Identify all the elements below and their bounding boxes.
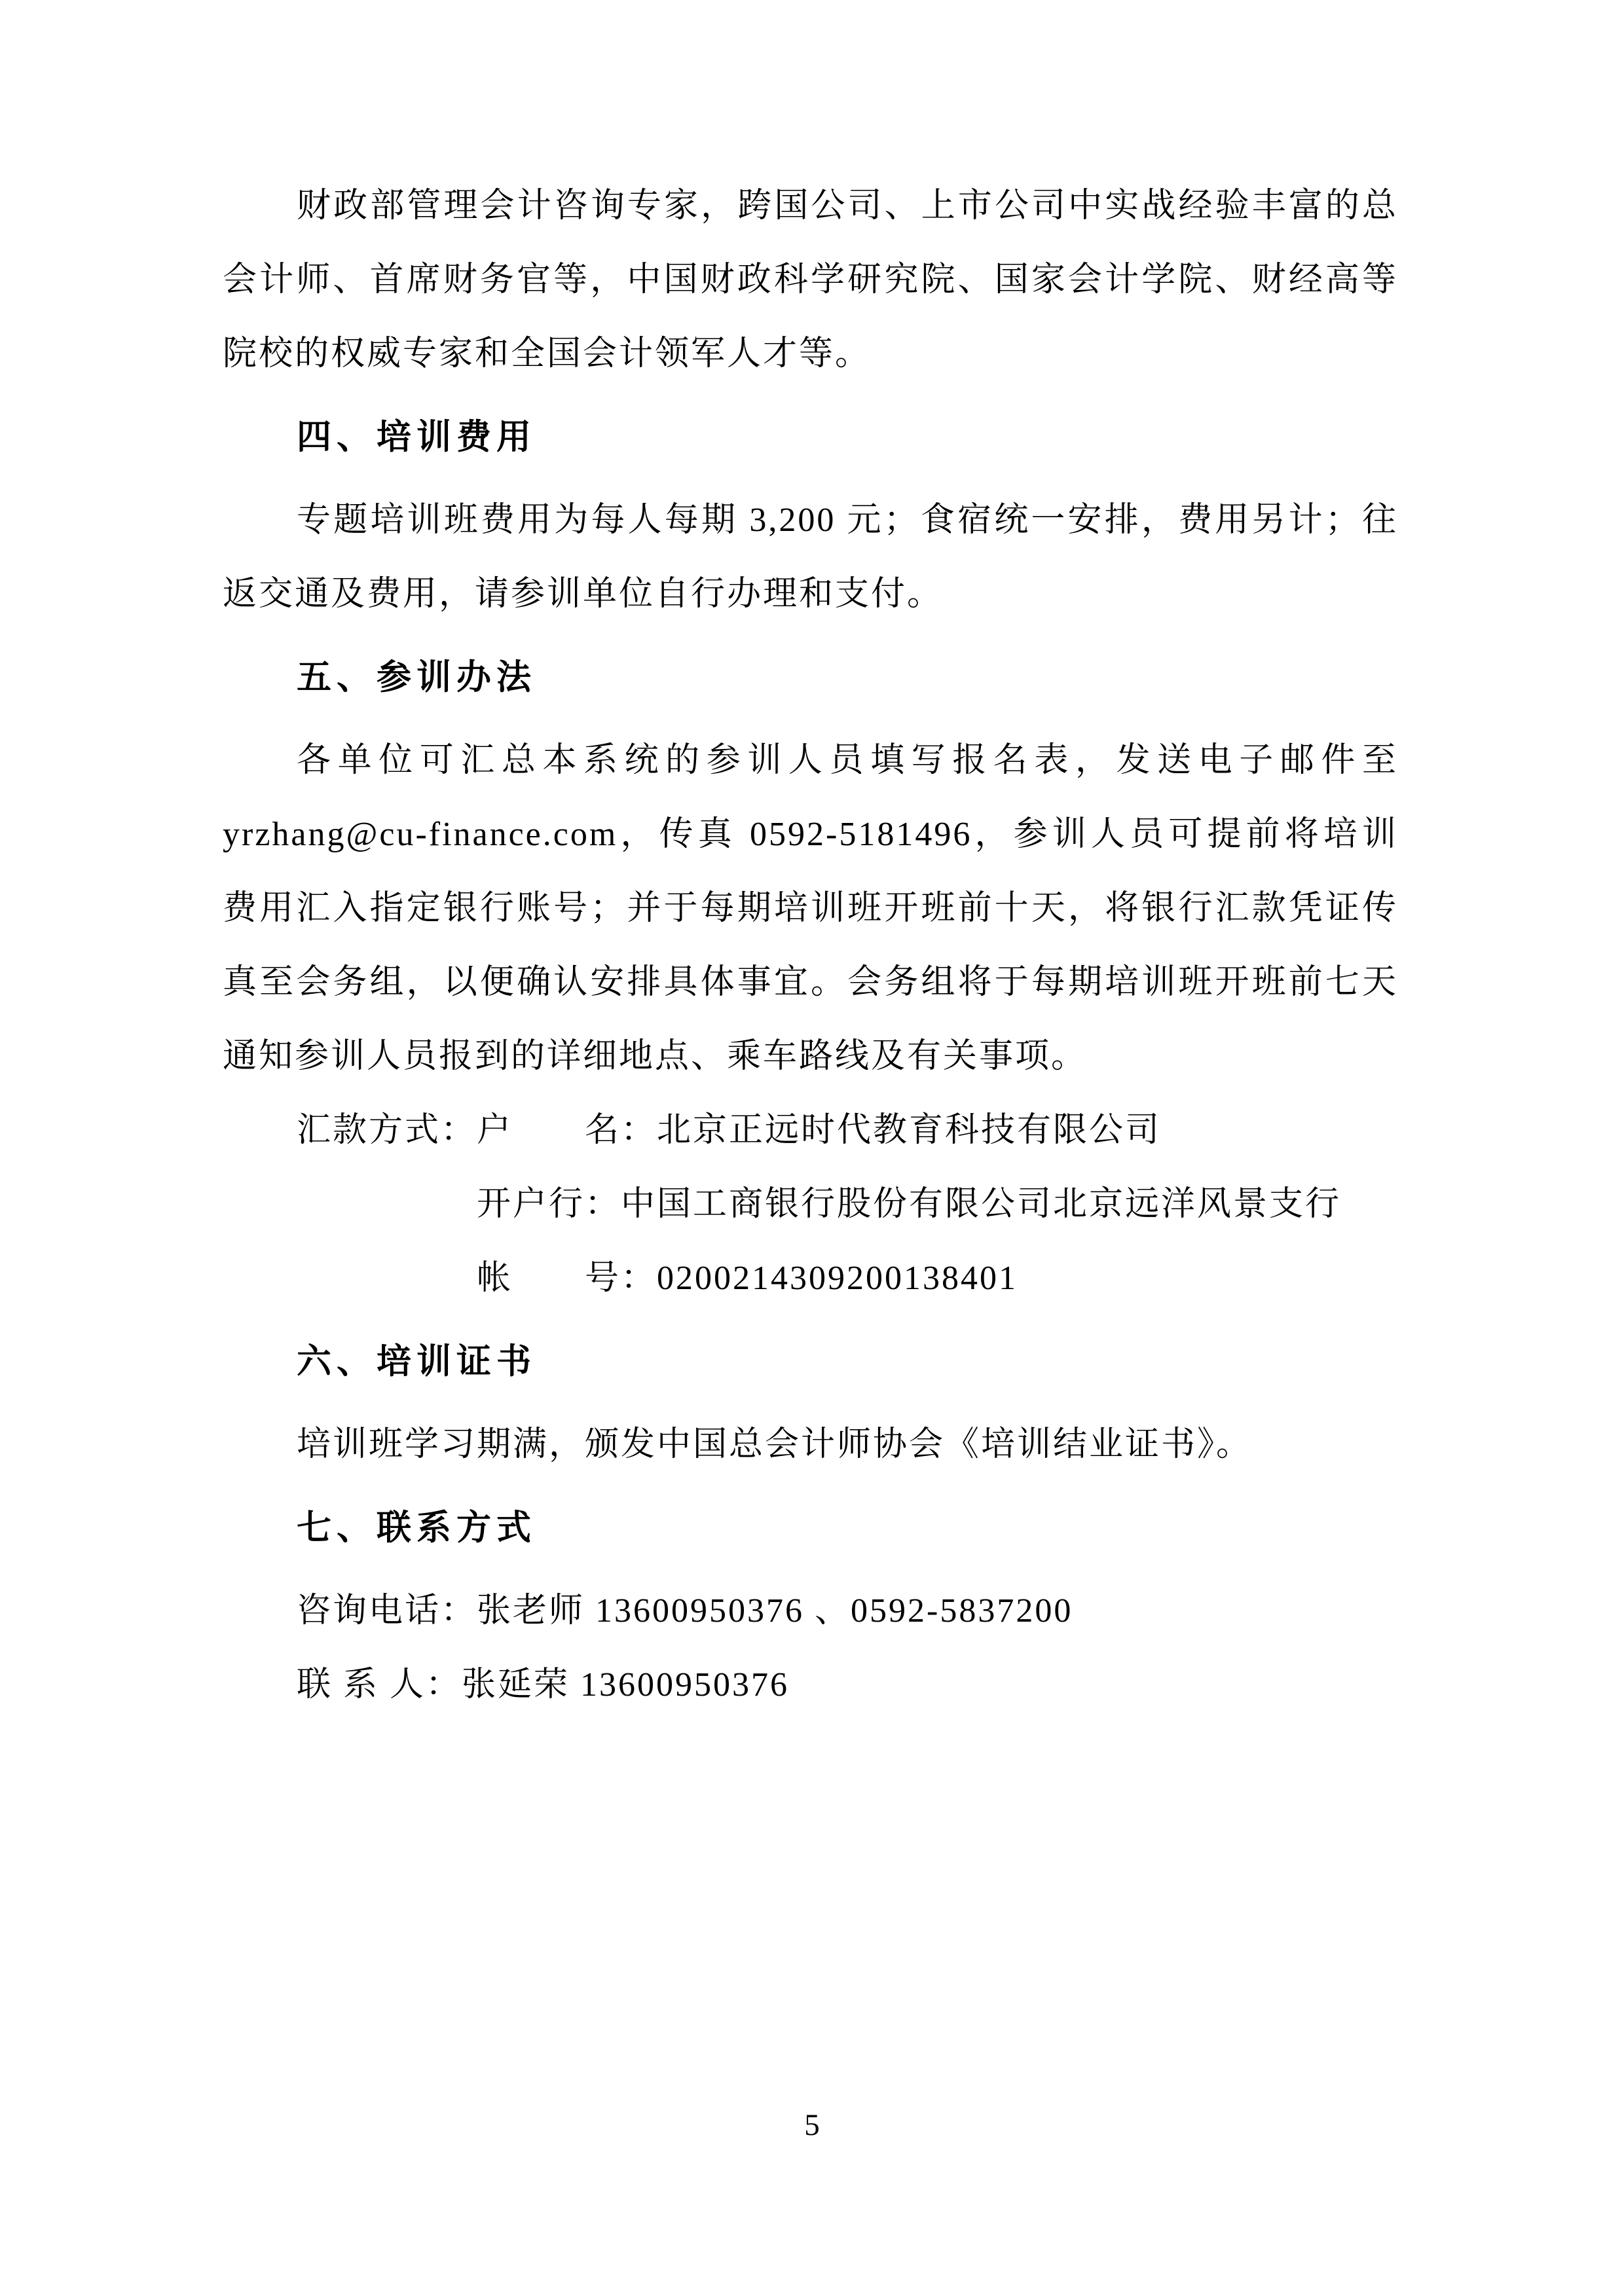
contact-person-line: 联 系 人：张延荣 13600950376 bbox=[297, 1666, 790, 1704]
remittance-bank-line: 开户行：中国工商银行股份有限公司北京远洋风景支行 bbox=[477, 1186, 1342, 1223]
section-heading-participation: 五、参训办法 bbox=[297, 658, 536, 697]
para-participation-line-2: yrzhang@cu-finance.com，传真 0592-5181496，参训人员可提前将培训 bbox=[223, 816, 1398, 853]
para-fees-line-2: 返交通及费用，请参训单位自行办理和支付。 bbox=[223, 575, 944, 613]
page-number: 5 bbox=[804, 2108, 820, 2142]
para-fees-line-1: 专题培训班费用为每人每期 3,200 元；食宿统一安排，费用另计；往 bbox=[297, 501, 1398, 539]
contact-phone-line: 咨询电话：张老师 13600950376 、0592-5837200 bbox=[297, 1592, 1073, 1630]
para-participation-line-1: 各单位可汇总本系统的参训人员填写报名表，发送电子邮件至 bbox=[297, 742, 1398, 779]
section-heading-contact: 七、联系方式 bbox=[297, 1508, 536, 1547]
section-heading-certificate: 六、培训证书 bbox=[297, 1342, 536, 1381]
section-heading-training-fees: 四、培训费用 bbox=[297, 418, 536, 456]
para-faculty-line-3: 院校的权威专家和全国会计领军人才等。 bbox=[223, 335, 872, 373]
para-faculty-line-2: 会计师、首席财务官等，中国财政科学研究院、国家会计学院、财经高等 bbox=[223, 261, 1398, 299]
para-certificate-line-1: 培训班学习期满，颁发中国总会计师协会《培训结业证书》。 bbox=[297, 1426, 1253, 1463]
para-participation-line-5: 通知参训人员报到的详细地点、乘车路线及有关事项。 bbox=[223, 1038, 1088, 1075]
remittance-account-number-line: 帐 号：0200214309200138401 bbox=[477, 1260, 1018, 1297]
para-faculty-line-1: 财政部管理会计咨询专家，跨国公司、上市公司中实战经验丰富的总 bbox=[297, 187, 1398, 225]
remittance-account-name-line: 汇款方式：户 名：北京正远时代教育科技有限公司 bbox=[297, 1112, 1162, 1149]
para-participation-line-3: 费用汇入指定银行账号；并于每期培训班开班前十天，将银行汇款凭证传 bbox=[223, 890, 1398, 927]
text-block bbox=[223, 169, 1398, 1722]
para-participation-line-4: 真至会务组，以便确认安排具体事宜。会务组将于每期培训班开班前七天 bbox=[223, 964, 1398, 1001]
